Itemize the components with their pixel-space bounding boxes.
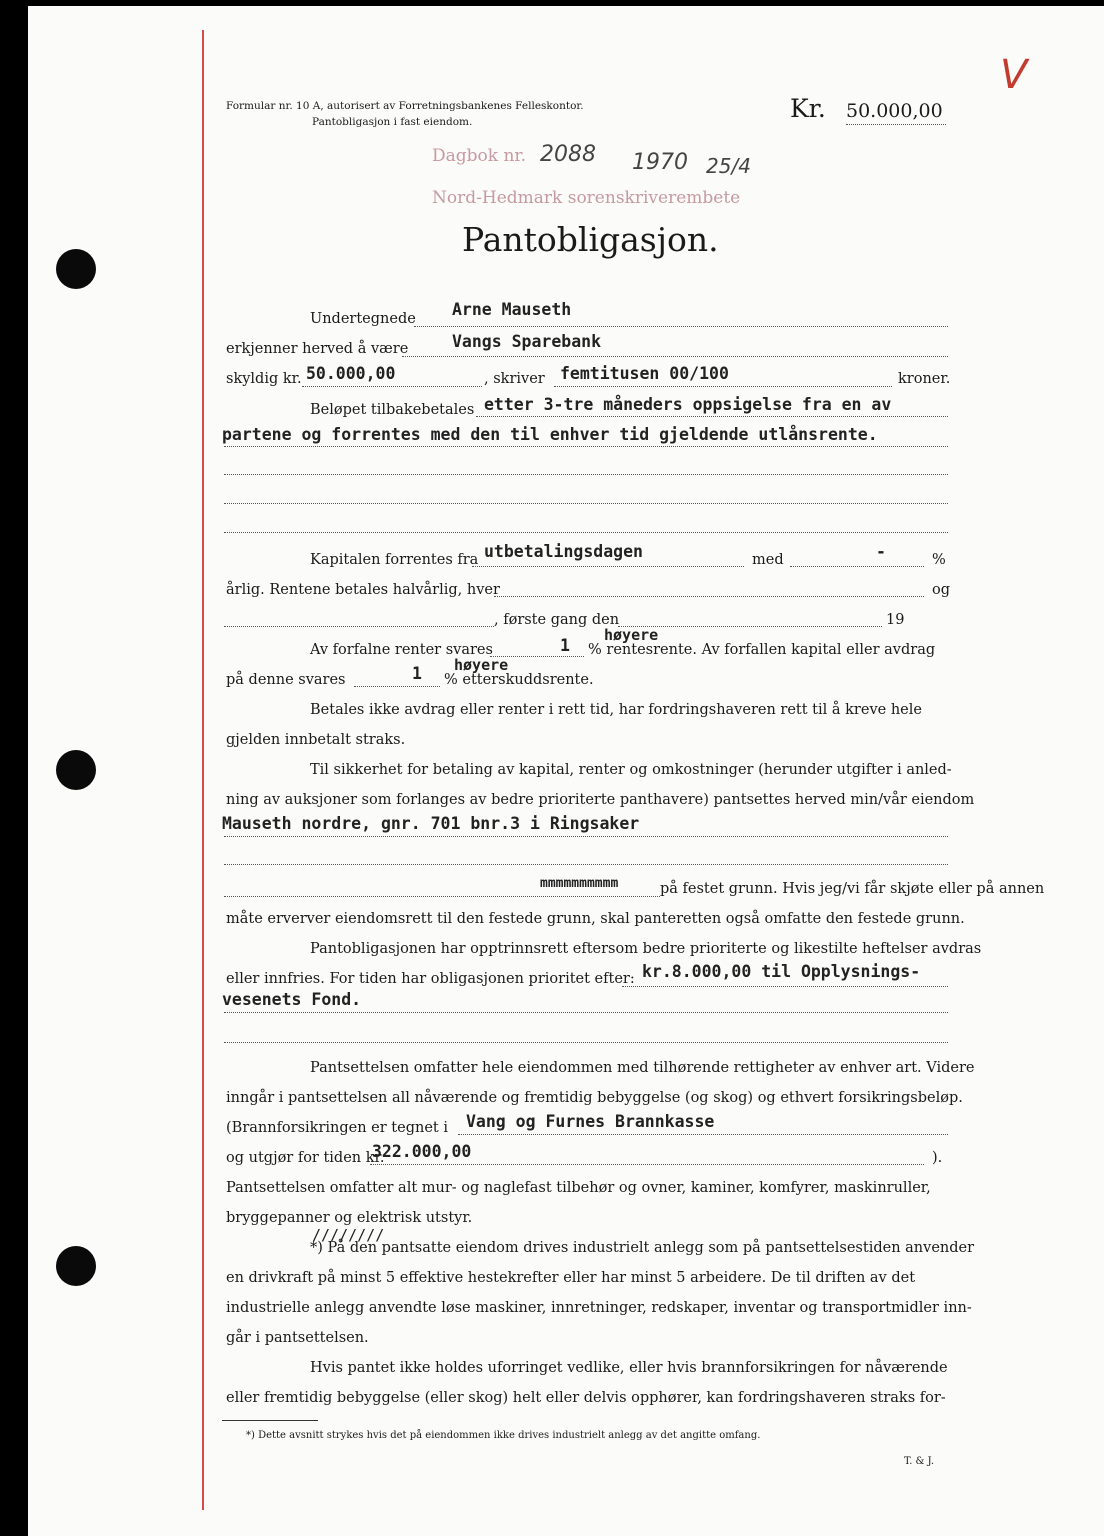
paragraph-tilbehor-2: bryggepanner og elektrisk utstyr. xyxy=(226,1210,473,1226)
repayment-terms-2: partene og forrentes med den til enhver tid gjeldende utlånsrente. xyxy=(222,425,878,444)
paragraph-industri-3: industrielle anlegg anvendte løse maskiner, innretninger, redskaper, inventar og transportmidler inn- xyxy=(226,1300,972,1316)
utgjor-end: ). xyxy=(932,1150,943,1166)
paragraph-vedlike-2: eller fremtidig bebyggelse (eller skog) helt eller delvis opphører, kan fordringshaveren straks for- xyxy=(226,1390,946,1406)
paragraph-festet: på festet grunn. Hvis jeg/vi får skjøte eller på annen xyxy=(660,881,1045,897)
insured-amount: 322.000,00 xyxy=(372,1142,472,1161)
amount-prefix: Kr. xyxy=(790,94,826,123)
med-label: med xyxy=(752,552,784,568)
stamp-office: Nord-Hedmark sorenskriverembete xyxy=(432,188,741,208)
undertegnede-label: Undertegnede xyxy=(310,311,416,327)
skyldig-label: skyldig kr. xyxy=(226,371,302,387)
punch-hole xyxy=(56,249,96,289)
paragraph-omfatter: Pantsettelsen omfatter hele eiendommen med tilhørende rettigheter av enhver art. Videre xyxy=(310,1060,975,1076)
paragraph-betales: Betales ikke avdrag eller renter i rett tid, har fordringshaveren rett til å kreve hele xyxy=(310,702,922,718)
stamp-label: Dagbok nr. xyxy=(432,146,527,166)
paragraph-prioritet: Pantobligasjonen har opptrinnsrett eftersom bedre prioriterte og likestilte heftelser avdras xyxy=(310,941,982,957)
footnote-rule xyxy=(222,1420,318,1421)
forste-gang-label: , første gang den xyxy=(494,612,620,628)
stamp-date: 25/4 xyxy=(706,154,751,178)
check-mark: V xyxy=(1000,52,1028,98)
forfalne-note: høyere xyxy=(604,626,659,644)
punch-hole xyxy=(56,750,96,790)
paragraph-sikkerhet-2: ning av auksjoner som forlanges av bedre prioriterte panthavere) pantsettes herved min/vår eiendom xyxy=(226,792,975,808)
form-subtitle: Pantobligasjon i fast eiendom. xyxy=(312,116,473,128)
priority-after: kr.8.000,00 til Opplysnings- xyxy=(642,962,921,981)
debt-amount: 50.000,00 xyxy=(306,364,396,383)
paragraph-betales-end: gjelden innbetalt straks. xyxy=(226,732,406,748)
struck-text: mmmmmmmmmm xyxy=(540,876,619,891)
paragraph-vedlike: Hvis pantet ikke holdes uforringet vedlike, eller hvis brannforsikringen for nåværende xyxy=(310,1360,948,1376)
stamp-year: 1970 xyxy=(632,150,688,175)
footnote: *) Dette avsnitt strykes hvis det på eiendommen ikke drives industrielt anlegg av det angitte omfang. xyxy=(246,1430,761,1441)
skriver-label: , skriver xyxy=(484,371,545,387)
strike-marks: //////// xyxy=(312,1226,385,1244)
paragraph-industri-2: en drivkraft på minst 5 effektive hestekrefter eller har minst 5 arbeidere. De til driften av det xyxy=(226,1270,916,1286)
margin-line xyxy=(202,30,204,1510)
paragraph-festet-2: måte erverver eiendomsrett til den festede grunn, skal panteretten også omfatte den festede grunn. xyxy=(226,911,965,927)
forfalne-rate: 1 xyxy=(560,636,570,655)
denne-rate: 1 xyxy=(412,664,422,683)
kapital-label: Kapitalen forrentes fra xyxy=(310,552,479,568)
paragraph-sikkerhet: Til sikkerhet for betaling av kapital, renter og omkostninger (herunder utgifter i anled- xyxy=(310,762,952,778)
debtor-name: Arne Mauseth xyxy=(452,300,572,319)
rentesrente-label: % rentesrente. Av forfallen kapital eller avdrag xyxy=(588,642,936,658)
interest-from: utbetalingsdagen xyxy=(484,542,643,561)
arlig-label: årlig. Rentene betales halvårlig, hver xyxy=(226,582,500,598)
insurance-company: Vang og Furnes Brannkasse xyxy=(466,1112,715,1131)
paragraph-omfatter-2: inngår i pantsettelsen all nåværende og fremtidig bebyggelse (og skog) og ethvert forsikringsbeløp. xyxy=(226,1090,963,1106)
og-label: og xyxy=(932,582,951,598)
kroner-label: kroner. xyxy=(898,371,951,387)
document-title: Pantobligasjon. xyxy=(462,220,719,259)
utgjor-label: og utgjør for tiden kr. xyxy=(226,1150,385,1166)
punch-hole xyxy=(56,1246,96,1286)
stamp-number: 2088 xyxy=(540,142,596,167)
year-prefix: 19 xyxy=(886,612,905,628)
repayment-label: Beløpet tilbakebetales xyxy=(310,402,475,418)
paragraph-prioritet-2: eller innfries. For tiden har obligasjonen prioritet efter: xyxy=(226,971,635,987)
priority-after-2: vesenets Fond. xyxy=(222,990,362,1009)
header-amount: 50.000,00 xyxy=(846,100,943,122)
etterskudd-label: % etterskuddsrente. xyxy=(444,672,594,688)
denne-note: høyere xyxy=(454,656,509,674)
brann-label: (Brannforsikringen er tegnet i xyxy=(226,1120,448,1136)
printer-mark: T. & J. xyxy=(904,1456,935,1467)
forfalne-label: Av forfalne renter svares xyxy=(310,642,493,658)
form-number: Formular nr. 10 A, autorisert av Forretningsbankenes Felleskontor. xyxy=(226,100,584,112)
paragraph-tilbehor: Pantsettelsen omfatter alt mur- og naglefast tilbehør og ovner, kaminer, komfyrer, maskinruller, xyxy=(226,1180,931,1196)
paragraph-industri-4: går i pantsettelsen. xyxy=(226,1330,369,1346)
property-description: Mauseth nordre, gnr. 701 bnr.3 i Ringsaker xyxy=(222,814,640,833)
creditor-name: Vangs Sparebank xyxy=(452,332,602,351)
denne-label: på denne svares xyxy=(226,672,346,688)
percent-sign: % xyxy=(932,552,946,568)
amount-in-words: femtitusen 00/100 xyxy=(560,364,729,383)
erkjenner-label: erkjenner herved å være xyxy=(226,341,409,357)
interest-rate: - xyxy=(876,542,886,561)
repayment-terms-1: etter 3-tre måneders oppsigelse fra en av xyxy=(484,395,892,414)
paragraph-industri: *) På den pantsatte eiendom drives industrielt anlegg som på pantsettelsestiden anvender xyxy=(310,1240,975,1256)
